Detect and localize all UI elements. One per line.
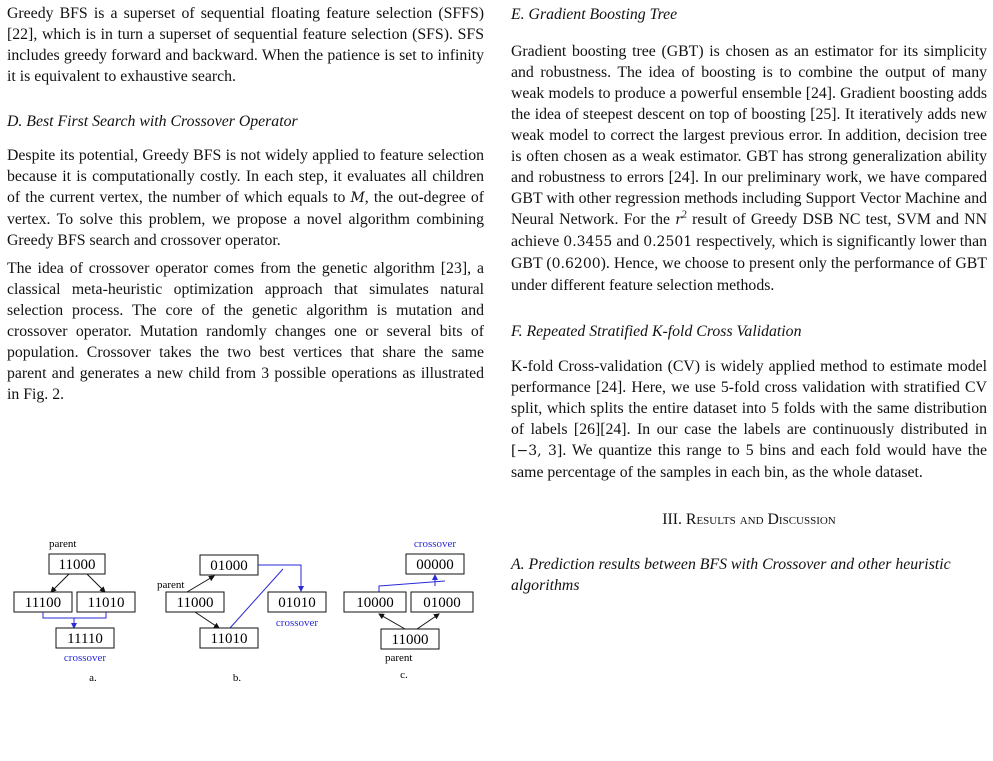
edge-arrow [417,614,439,629]
edge-arrow [87,574,105,592]
node-label: 11000 [391,632,429,648]
paragraph-cross-validation [511,356,987,483]
right-column [511,0,987,596]
label-parent: parent [385,652,413,664]
crossover-connector [43,612,106,618]
node-label: 00000 [416,557,454,573]
math-range: [−3, 3] [511,443,563,459]
panel-caption: a. [89,672,97,684]
math-r: r [675,212,682,228]
text-run: K-fold Cross-validation (CV) is widely applied method to estimate model performance [24]. Here, we use 5-fold cross validation with stratified CV split, which splits the entire dataset into 5 folds with the same distribution of labels [26][24]. In our case the labels are continuously distributed in [511,358,987,438]
heading-best-first-search: D. Best First Search with Crossover Operator [7,113,298,130]
panel-caption: b. [232,672,242,684]
text-run: respectively, which is significantly lower than GBT ( [511,233,987,272]
math-m: M [350,190,365,206]
figure-panel-a [14,538,135,684]
node-label: 10000 [356,595,394,611]
text-run: . We quantize this range to 5 bins and each fold would have the same percentage of the samples in each bin, as the whole dataset. [511,442,988,481]
node-label: 01000 [210,558,248,574]
edge-arrow [51,574,69,592]
text-run: , the out-degree of vertex. To solve this problem, we propose a novel algorithm combining Greedy BFS search and crossover operator. [7,189,485,249]
text-run: Gradient boosting tree (GBT) is chosen as an estimator for its simplicity and robustness. The idea of boosting is to combine the output of many weak models to produce a powerful ensemble [24]. Gradient boosting adds the idea of steepest descent on top of boosting [25]. It iteratively adds new weak model to correct the largest previous error. In addition, decision tree is often chosen as a weak estimator. GBT has strong generalization ability and robustness to errors [24]. In our preliminary work, we have compared GBT with other regression methods including Support Vector Machine and Neural Network. For the [511,43,987,228]
text-run: result of Greedy DSB NC test, SVM and NN achieve [511,211,987,250]
label-parent: parent [49,538,77,550]
value-nn: 0.2501 [643,234,693,250]
panel-caption: c. [400,669,408,681]
edge-arrow [379,614,405,629]
math-superscript: 2 [681,209,687,221]
text-run: and [612,233,644,250]
label-crossover: crossover [275,617,319,629]
paragraph-greedy-bfs: Greedy BFS is a superset of sequential floating feature selection (SFFS) [22], which is in turn a superset of sequential feature selection (SFS). SFS includes greedy forward and backward. When the patience is set to infinity it is equivalent to exhaustive search. [7,5,484,85]
label-crossover: crossover [63,652,107,664]
value-gbt: 0.6200 [551,256,601,272]
edge-arrow [195,612,219,628]
crossover-connector [258,565,301,591]
value-svm: 0.3455 [563,234,613,250]
text-run: Despite its potential, Greedy BFS is not widely applied to feature selection because it is computationally costly. In each step, it evaluates all children of the current vertex, the number of which equals to [7,147,484,206]
label-parent: parent [157,579,185,591]
edge-arrow [187,576,214,592]
node-label: 11010 [210,631,248,647]
section-heading-results [511,509,987,530]
section-number: III. [662,511,686,528]
node-label: 11000 [58,557,96,573]
paragraph-crossover-proposal [7,145,484,251]
left-column [7,0,484,405]
heading-prediction-results: A. Prediction results between BFS with Crossover and other heuristic algorithms [511,556,951,594]
paragraph-crossover-idea: The idea of crossover operator comes from the genetic algorithm [23], a classical meta-heuristic optimization approach that simulates natural selection process. The core of the genetic algorithm is mutation and crossover operator. Mutation randomly changes one or several bits of population. Crossover takes the two best vertices that share the same parent and generates a new child from 3 possible operations as illustrated in Fig. 2. [7,260,484,403]
node-label: 11010 [87,595,125,611]
node-label: 11110 [67,631,103,647]
heading-repeated-stratified-kfold: F. Repeated Stratified K-fold Cross Validation [511,323,802,340]
text-run: ). Hence, we choose to present only the performance of GBT under different feature selection methods. [511,255,987,294]
label-crossover: crossover [413,538,457,550]
paragraph-gbt [511,41,987,296]
section-title: Results and Discussion [685,511,836,528]
node-label: 11000 [176,595,214,611]
figure-panel-c [344,538,473,681]
figure-crossover-operations [7,536,484,686]
heading-gradient-boosting-tree: E. Gradient Boosting Tree [511,6,678,23]
node-label: 11100 [24,595,62,611]
node-label: 01000 [423,595,461,611]
node-label: 01010 [278,595,316,611]
figure-panel-b [157,555,326,684]
